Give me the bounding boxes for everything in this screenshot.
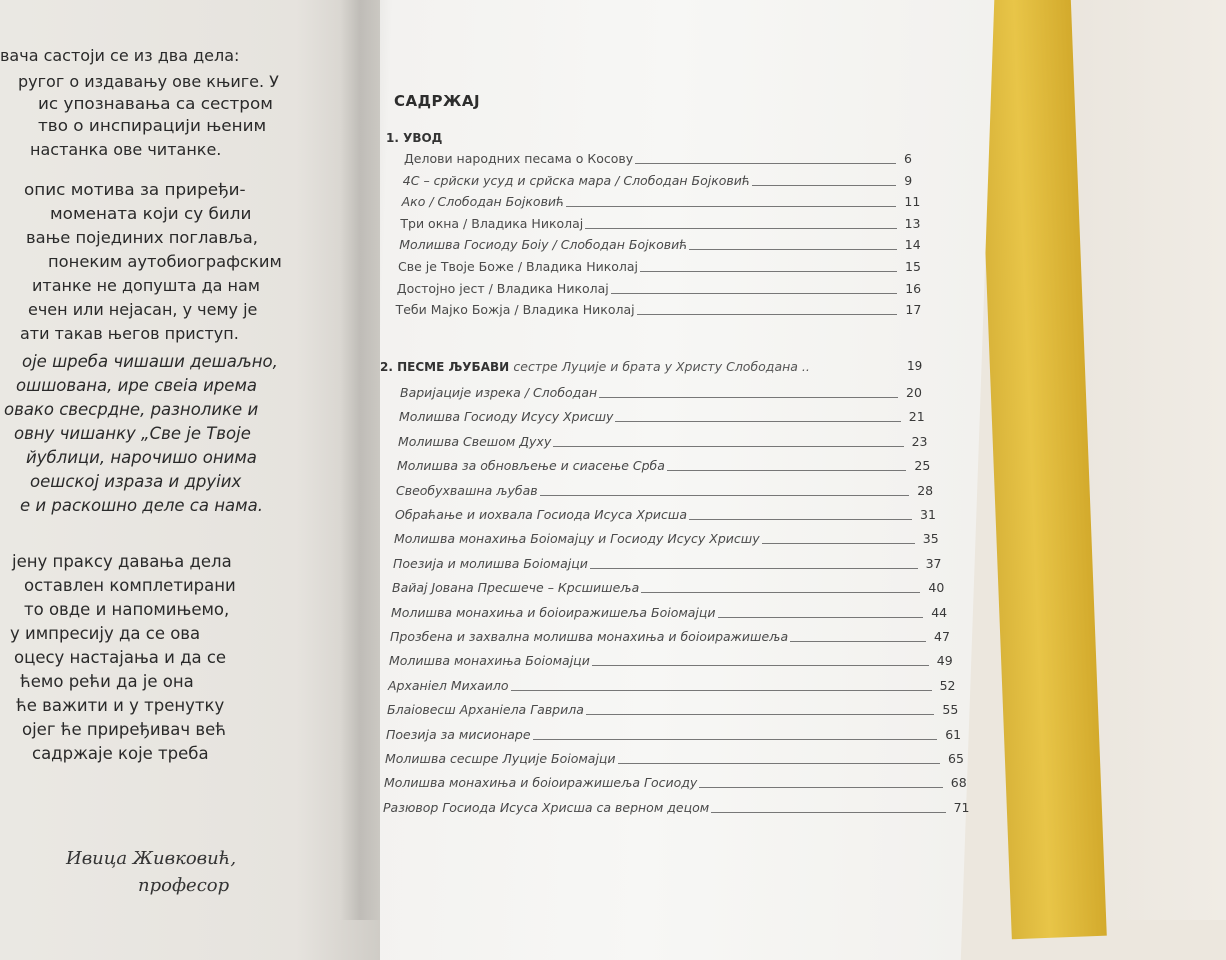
toc-entry-title: Разювор Госиода Исуса Хрисша са верном децом	[383, 799, 710, 815]
left-page-line: итанке не допушта да нам	[32, 276, 260, 295]
toc-entry-page: 23	[911, 433, 928, 449]
toc-entry[interactable]	[400, 215, 936, 233]
toc-entry-leader	[585, 228, 896, 229]
toc-entry[interactable]	[404, 150, 936, 168]
left-page-line: йублици, нарочишо онима	[26, 448, 257, 467]
left-page-line: вање појединих поглавља,	[26, 228, 258, 247]
toc-entry-title: Молишва монахиња и боіоиражишеља Боіомајци	[391, 604, 716, 620]
left-page-line: опис мотива за приређи-	[24, 180, 246, 199]
left-page-line: ојег ће приређивач већ	[22, 720, 227, 739]
toc-entry[interactable]	[388, 677, 972, 695]
toc-entry-leader	[711, 812, 945, 813]
toc-entry[interactable]	[400, 384, 938, 402]
left-page-line: оешској изразa и друіих	[30, 472, 242, 491]
toc-entry-title: Молишва Свешом Духу	[398, 433, 552, 449]
toc-entry[interactable]	[398, 433, 944, 451]
left-page-line: ће важити и у тренутку	[16, 696, 225, 715]
toc-entry-leader	[553, 446, 903, 447]
toc-entry-title: Теби Мајко Божја / Владика Николај	[395, 302, 635, 318]
toc-entry-title: Све је Твоје Боже / Владика Николај	[398, 259, 639, 274]
signature-name: Ивица Живковић,	[66, 848, 237, 869]
section-2-page: 19	[907, 359, 923, 373]
toc-entry-title: Блаіовесш Арханіела Гаврила	[387, 702, 584, 718]
toc-entry-title: Молишва монахиња и боіоиражишеља Госиоду	[384, 775, 698, 791]
toc-entry-page: 6	[904, 151, 912, 166]
toc-entry[interactable]	[383, 799, 986, 817]
toc-entry-page: 14	[904, 237, 921, 253]
toc-entry[interactable]	[397, 457, 946, 475]
toc-entry-page: 61	[945, 726, 962, 742]
toc-entry-title: Молишва за обновљење и сиасење Срба	[397, 458, 665, 474]
left-page-line: ругог о издавању ове књиге. У	[18, 72, 279, 91]
toc-entry[interactable]	[385, 750, 980, 768]
toc-entry[interactable]	[398, 258, 937, 276]
left-page-line: овну чишанку „Све је Твоје	[14, 424, 251, 443]
toc-heading: САДРЖАЈ	[394, 92, 481, 110]
toc-entry-page: 55	[942, 702, 959, 718]
toc-entry-leader	[590, 568, 918, 569]
toc-entry-page: 28	[917, 482, 934, 498]
left-page-line: то овде и напомињемо,	[24, 600, 230, 619]
section-2-sublabel: сестре Луције и брата у Христу Слободана ..	[513, 359, 810, 374]
toc-entry-page: 40	[928, 580, 945, 596]
left-page-line: оставлен комплетирани	[24, 576, 236, 595]
toc-entry-title: Ако / Слободан Бојковић	[401, 194, 565, 210]
toc-entry-leader	[762, 543, 915, 544]
toc-entry[interactable]	[391, 604, 963, 622]
toc-entry-title: Молишва Госиоду Боіу / Слободан Бојковић	[399, 237, 688, 253]
toc-entry-page: 21	[908, 409, 925, 425]
toc-entry[interactable]	[389, 652, 969, 670]
toc-entry-page: 49	[936, 653, 953, 669]
toc-entry-leader	[790, 641, 926, 642]
toc-entry[interactable]	[387, 701, 974, 719]
left-page-line: ћемо рећи да је она	[20, 672, 194, 691]
toc-entry[interactable]	[396, 301, 938, 319]
toc-entry[interactable]	[393, 555, 958, 573]
toc-entry[interactable]	[397, 280, 937, 298]
signature-title: професор	[138, 875, 230, 896]
toc-entry[interactable]	[392, 579, 960, 597]
left-page-line: ошшована, ире свеіа ирема	[16, 376, 257, 395]
toc-entry-title: Молишва сесшре Луције Боіомајци	[385, 751, 616, 766]
toc-entry-title: Поезија за мисионаре	[386, 726, 531, 742]
toc-entry-leader	[718, 617, 924, 618]
toc-entry-title: Прозбена и захвална молишва монахиња и боіоиражишеља	[390, 629, 789, 644]
toc-entry-leader	[566, 206, 896, 207]
toc-entry-leader	[635, 163, 896, 164]
toc-entry-leader	[611, 293, 897, 294]
toc-entry-page: 31	[920, 507, 936, 522]
toc-entry-leader	[689, 249, 896, 250]
toc-entry-title: Варијације изрека / Слободан	[400, 385, 598, 400]
toc-entry-leader	[637, 314, 898, 315]
toc-entry-title: Достојно јест / Владика Николај	[396, 280, 609, 296]
toc-entry-leader	[533, 739, 938, 740]
left-page-line: понеким аутобиографским	[48, 252, 282, 271]
toc-entry-leader	[586, 714, 935, 715]
toc-entry-title: Три окна / Владика Николај	[400, 215, 584, 231]
left-page-line: момената који су били	[50, 204, 252, 223]
toc-entry[interactable]	[396, 482, 949, 500]
toc-entry-page: 9	[904, 172, 913, 188]
toc-entry-page: 16	[905, 280, 922, 296]
toc-entry-leader	[640, 271, 897, 272]
toc-entry-title: Арханіел Михаило	[388, 677, 509, 693]
toc-entry-leader	[689, 519, 912, 520]
section-2-heading	[380, 359, 810, 374]
toc-entry-page: 25	[914, 458, 931, 474]
toc-entry-title: Делови народних песама о Косову	[404, 151, 634, 166]
toc-entry-title: Молишва Госиоду Исусу Хрисшу	[399, 409, 614, 425]
left-page-line: оцесу настајања и да се	[14, 648, 227, 667]
toc-entry-page: 20	[906, 385, 922, 400]
toc-entry[interactable]	[394, 530, 955, 548]
left-page-line: тво о инспирацији њеним	[38, 116, 267, 135]
toc-entry-leader	[641, 592, 920, 593]
toc-entry-title: Вайај Јована Пресшече – Крсшишеља	[392, 580, 640, 596]
toc-entry-page: 44	[931, 604, 948, 620]
toc-entry-leader	[618, 763, 940, 764]
toc-entry-leader	[599, 397, 898, 398]
left-page-line: јену праксу давања дела	[12, 552, 232, 571]
toc-entry-leader	[752, 185, 896, 186]
toc-entry-leader	[540, 495, 910, 496]
toc-entry[interactable]	[384, 774, 983, 792]
toc-entry-page: 37	[925, 555, 942, 571]
left-page-line: ати такав његов приступ.	[20, 324, 239, 343]
left-page-line: ис упознавања са сестром	[38, 94, 273, 113]
left-page-line: оје шреба чишаши дешаљно,	[22, 352, 278, 371]
left-page-line: садржаје које треба	[32, 744, 209, 763]
toc-entry-title: Молишва монахиња Боіомајцу и Госиоду Исусу Хрисшу	[394, 531, 760, 547]
toc-entry[interactable]	[386, 726, 977, 744]
toc-entry-title: Поезија и молишва Боіомајци	[393, 555, 588, 571]
toc-entry-leader	[615, 421, 900, 422]
section-1-heading	[386, 131, 442, 145]
toc-entry-leader	[699, 787, 943, 788]
left-page-line: настанка ове читанке.	[30, 140, 222, 159]
toc-entry[interactable]	[399, 408, 941, 426]
toc-entry-title: Обраћање и иохвала Госиода Исуса Хрисша	[395, 507, 688, 522]
section-2-label: 2. ПЕСМЕ ЉУБАВИ	[380, 360, 510, 374]
toc-entry[interactable]	[399, 236, 937, 254]
toc-entry-leader	[511, 690, 932, 691]
toc-entry-page: 11	[904, 194, 921, 210]
left-page-line: ечен или нејасан, у чему је	[28, 300, 258, 319]
toc-entry-title: Свеобухвашна љубав	[396, 482, 538, 498]
toc-entry-page: 13	[904, 215, 921, 231]
toc-entry-page: 52	[939, 677, 956, 693]
toc-entry-title: 4С – срйски усуд и срйска мара / Слободан Бојковић	[402, 172, 751, 188]
section-1-label: 1. УВОД	[386, 131, 443, 145]
toc-entry-page: 68	[950, 775, 967, 791]
toc-entry-page: 15	[905, 259, 921, 274]
toc-entry-page: 47	[934, 629, 950, 644]
toc-entry[interactable]	[402, 193, 937, 211]
left-page-line: вача састоји се из два дела:	[0, 46, 240, 65]
toc-entry-leader	[592, 665, 929, 666]
toc-entry-page: 17	[905, 302, 922, 318]
left-page-line: е и раскошно деле са нама.	[20, 496, 263, 515]
toc-entry[interactable]	[403, 172, 936, 190]
left-page-line: овако свесрдне, разнолике и	[4, 400, 259, 419]
toc-entry-page: 35	[922, 531, 939, 547]
toc-entry[interactable]	[390, 628, 966, 646]
toc-entry-page: 71	[953, 799, 970, 815]
toc-entry-title: Молишва монахиња Боіомајци	[389, 653, 590, 669]
toc-entry-leader	[667, 470, 906, 471]
toc-entry-page: 65	[948, 751, 964, 766]
toc-entry[interactable]	[395, 506, 952, 524]
left-page-line: у импресију да се ова	[10, 624, 201, 643]
